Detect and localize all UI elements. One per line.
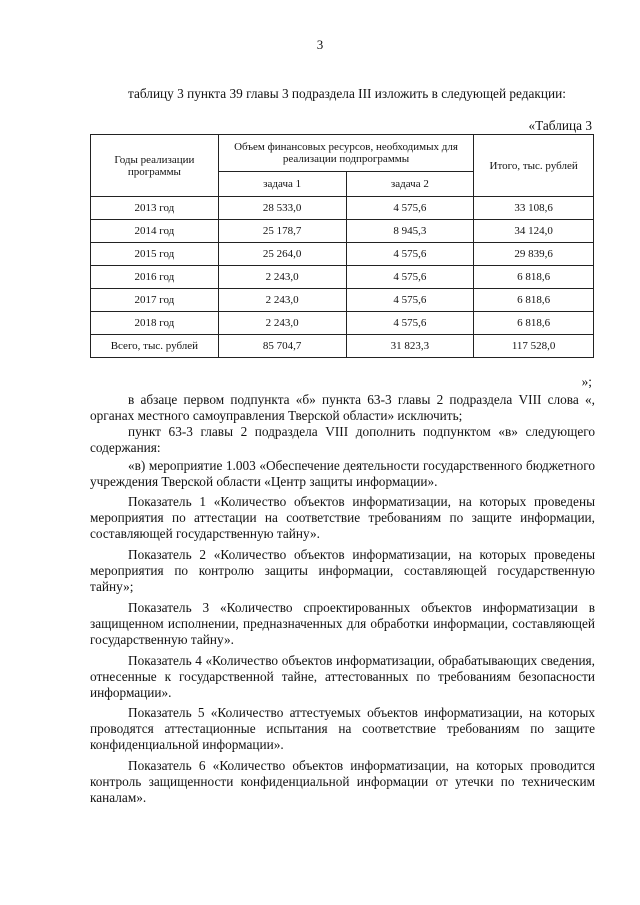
financing-table: [90, 134, 594, 358]
header-volume: Объем финансовых ресурсов, необходимых для реализации подпрограммы: [218, 135, 473, 172]
paragraph: Показатель 6 «Количество объектов информатизации, на которых проводится контроль защищенности конфиденциальной информации от утечки по техническим каналам».: [90, 758, 595, 805]
table-row: [91, 312, 594, 335]
table-closing-mark: »;: [581, 374, 592, 389]
cell-year: 2013 год: [91, 197, 219, 220]
cell-total: 34 124,0: [474, 220, 594, 243]
cell-task1: 25 264,0: [218, 243, 346, 266]
cell-task1: 2 243,0: [218, 266, 346, 289]
cell-task2: 4 575,6: [346, 312, 474, 335]
cell-year: 2018 год: [91, 312, 219, 335]
cell-year: 2014 год: [91, 220, 219, 243]
header-total: Итого, тыс. рублей: [474, 135, 594, 197]
paragraph: в абзаце первом подпункта «б» пункта 63-3 главы 2 подраздела VIII слова «, органах местного самоуправления Тверской области» исключить;: [90, 392, 595, 423]
cell-year: Всего, тыс. рублей: [91, 335, 219, 358]
cell-task1: 2 243,0: [218, 312, 346, 335]
cell-task1: 25 178,7: [218, 220, 346, 243]
cell-year: 2015 год: [91, 243, 219, 266]
table-header-row: [91, 135, 594, 172]
cell-task2: 4 575,6: [346, 289, 474, 312]
cell-task2: 31 823,3: [346, 335, 474, 358]
intro-paragraph: таблицу 3 пункта 39 главы 3 подраздела III изложить в следующей редакции:: [128, 86, 566, 101]
cell-task1: 28 533,0: [218, 197, 346, 220]
cell-total: 6 818,6: [474, 312, 594, 335]
paragraph: Показатель 4 «Количество объектов информатизации, обрабатывающих сведения, отнесенные к государственной тайне, аттестованных по требованиям безопасности информации».: [90, 653, 595, 700]
cell-total: 6 818,6: [474, 289, 594, 312]
table-total-row: [91, 335, 594, 358]
cell-year: 2016 год: [91, 266, 219, 289]
header-years: Годы реализации программы: [91, 135, 219, 197]
cell-total: 117 528,0: [474, 335, 594, 358]
cell-task2: 8 945,3: [346, 220, 474, 243]
table-caption: «Таблица 3: [528, 118, 592, 133]
cell-task1: 2 243,0: [218, 289, 346, 312]
cell-task2: 4 575,6: [346, 197, 474, 220]
paragraph: Показатель 1 «Количество объектов информатизации, на которых проведены мероприятия по аттестации на соответствие требованиям по защите информации, составляющей государственную тайну».: [90, 494, 595, 541]
table-row: [91, 197, 594, 220]
cell-total: 29 839,6: [474, 243, 594, 266]
paragraph: «в) мероприятие 1.003 «Обеспечение деятельности государственного бюджетного учреждения Тверской области «Центр защиты информации».: [90, 458, 595, 489]
table-row: [91, 220, 594, 243]
cell-task2: 4 575,6: [346, 243, 474, 266]
table-row: [91, 266, 594, 289]
table-row: [91, 289, 594, 312]
cell-total: 33 108,6: [474, 197, 594, 220]
page-number: 3: [316, 37, 324, 52]
cell-total: 6 818,6: [474, 266, 594, 289]
paragraph: Показатель 5 «Количество аттестуемых объектов информатизации, на которых проводятся аттестационные испытания на соответствие требованиям по защите конфиденциальной информации».: [90, 705, 595, 752]
header-task2: задача 2: [346, 172, 474, 197]
paragraph: пункт 63-3 главы 2 подраздела VIII дополнить подпунктом «в» следующего содержания:: [90, 424, 595, 455]
header-task1: задача 1: [218, 172, 346, 197]
paragraph: Показатель 2 «Количество объектов информатизации, на которых проведены мероприятия по контролю защиты информации, составляющей государственную тайну»;: [90, 547, 595, 594]
cell-task1: 85 704,7: [218, 335, 346, 358]
cell-year: 2017 год: [91, 289, 219, 312]
paragraph: Показатель 3 «Количество спроектированных объектов информатизации в защищенном исполнении, предназначенных для обработки информации, составляющей государственную тайну».: [90, 600, 595, 647]
table-row: [91, 243, 594, 266]
cell-task2: 4 575,6: [346, 266, 474, 289]
